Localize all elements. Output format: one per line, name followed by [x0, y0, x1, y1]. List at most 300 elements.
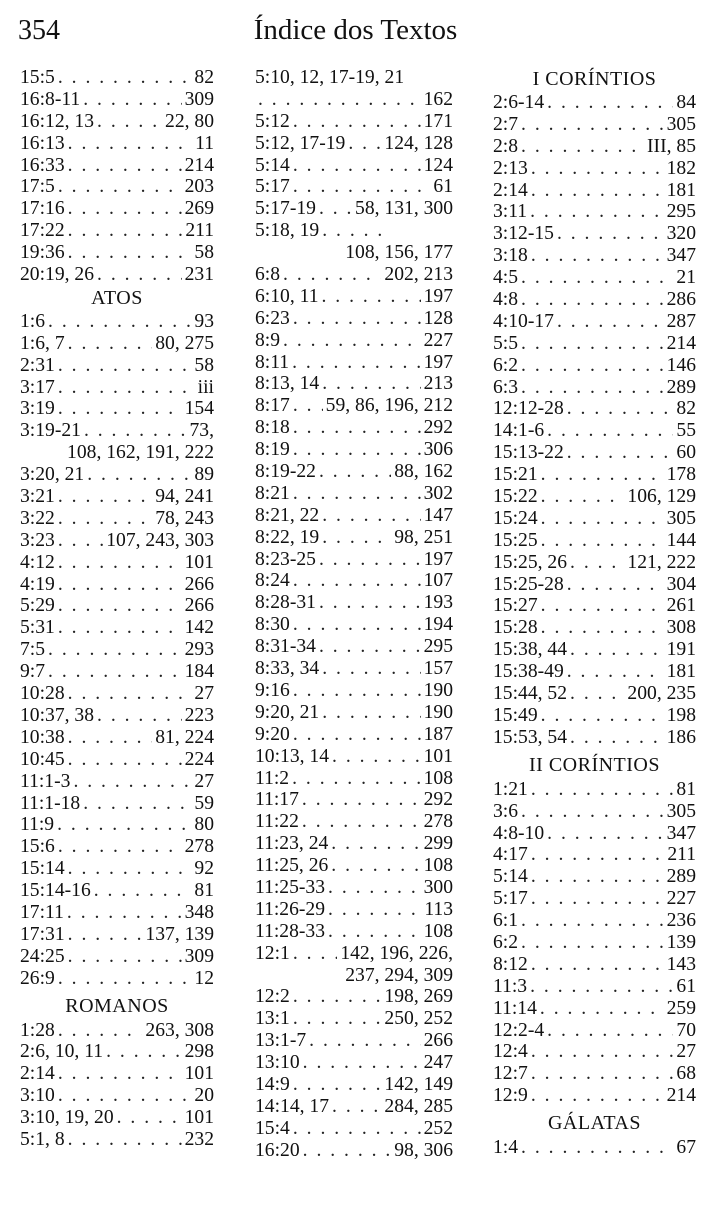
index-entry [493, 727, 696, 749]
index-entry [255, 286, 453, 308]
leader-dots [292, 768, 421, 790]
leader-dots [48, 311, 191, 333]
index-entry [20, 617, 214, 639]
leader-dots [531, 158, 664, 180]
entry-ref: 5:12, 17-19 [255, 132, 346, 154]
index-entry [20, 880, 214, 902]
entry-pages: 27 [194, 683, 214, 705]
entry-pages: 11 [195, 132, 214, 154]
index-entry [255, 1030, 453, 1052]
index-entry [493, 595, 696, 617]
entry-pages: 261 [666, 595, 696, 617]
entry-ref: 15:22 [493, 486, 538, 508]
leader-dots [322, 702, 420, 724]
index-entry [20, 595, 214, 617]
entry-pages: 211 [667, 844, 696, 866]
index-entry [255, 570, 453, 592]
entry-ref: 3:19-21 [20, 420, 81, 442]
leader-dots [292, 352, 421, 374]
leader-dots [521, 801, 664, 823]
index-entry [493, 355, 696, 377]
index-entry [255, 789, 453, 811]
index-entry [493, 398, 696, 420]
leader-dots [94, 880, 192, 902]
entry-pages: 108 [423, 767, 453, 789]
entry-ref: 10:37, 38 [20, 704, 95, 726]
entry-pages: 108 [423, 920, 453, 942]
leader-dots [328, 899, 421, 921]
entry-ref: 15:44, 52 [493, 683, 568, 705]
index-entry [20, 1020, 214, 1042]
entry-pages: 101 [184, 1063, 214, 1085]
entry-pages: 82 [676, 398, 696, 420]
entry-ref: 4:17 [493, 844, 528, 866]
entry-pages: 187 [423, 723, 453, 745]
entry-pages: 202, 213 [384, 264, 453, 286]
entry-ref: 4:5 [493, 267, 519, 289]
entry-pages: 224 [184, 748, 214, 770]
index-entry [255, 702, 453, 724]
index-entry [255, 155, 453, 177]
index-entry [255, 67, 453, 89]
index-entry [255, 264, 453, 286]
leader-dots [319, 549, 421, 571]
leader-dots [322, 286, 421, 308]
entry-pages: 20 [194, 1085, 214, 1107]
leader-dots [73, 771, 191, 793]
entry-pages: 266 [184, 595, 214, 617]
entry-ref: 17:22 [20, 220, 65, 242]
index-entry [20, 89, 214, 111]
index-column-2 [255, 67, 453, 1162]
index-entry [20, 198, 214, 220]
index-entry [493, 136, 696, 158]
index-entry [493, 844, 696, 866]
entry-pages: 12 [194, 967, 214, 989]
index-entry [20, 155, 214, 177]
leader-dots [531, 245, 664, 267]
index-entry [255, 505, 453, 527]
entry-ref: 4:10-17 [493, 310, 554, 332]
entry-pages: 178 [666, 464, 696, 486]
entry-ref: 2:31 [20, 354, 55, 376]
entry-pages: 214 [666, 332, 696, 354]
leader-dots [58, 968, 192, 990]
index-entry [20, 639, 214, 661]
leader-dots [68, 1129, 182, 1151]
leader-dots [530, 201, 664, 223]
entry-pages: 237, 294, 309 [345, 964, 453, 986]
entry-ref: 15:14-16 [20, 880, 91, 902]
leader-dots [293, 395, 323, 417]
index-entry [255, 1096, 453, 1118]
entry-pages: 81 [676, 778, 696, 800]
index-entry [20, 705, 214, 727]
entry-pages: 146 [666, 354, 696, 376]
entry-pages: 59 [194, 792, 214, 814]
index-entry [493, 976, 696, 998]
leader-dots [68, 220, 183, 242]
index-entry [20, 530, 214, 552]
index-entry [493, 180, 696, 202]
index-entry [20, 661, 214, 683]
entry-continuation [20, 442, 214, 464]
leader-dots [521, 114, 664, 136]
leader-dots [567, 398, 674, 420]
entry-pages: 94, 241 [155, 486, 214, 508]
leader-dots [530, 976, 673, 998]
entry-ref: 15:13-22 [493, 442, 564, 464]
entry-ref: 11:26-29 [255, 898, 326, 920]
leader-dots [84, 420, 187, 442]
leader-dots [570, 639, 664, 661]
entry-pages: 27 [676, 1041, 696, 1063]
leader-dots [332, 1096, 381, 1118]
entry-pages: 190 [423, 701, 453, 723]
entry-ref: 16:12, 13 [20, 110, 95, 132]
entry-ref: 16:20 [255, 1139, 300, 1161]
leader-dots [319, 461, 391, 483]
entry-pages: 80 [194, 814, 214, 836]
leader-dots [83, 793, 191, 815]
leader-dots [68, 727, 153, 749]
entry-pages: 198 [666, 704, 696, 726]
index-entry [20, 836, 214, 858]
leader-dots [283, 264, 381, 286]
entry-pages: 269 [184, 198, 214, 220]
index-entry [20, 220, 214, 242]
index-entry [255, 461, 453, 483]
leader-dots [547, 420, 673, 442]
index-entry [493, 311, 696, 333]
leader-dots [531, 866, 664, 888]
index-entry [493, 910, 696, 932]
entry-pages: 78, 243 [155, 507, 214, 529]
entry-ref: 5:17 [255, 176, 290, 198]
entry-pages: 223 [184, 704, 214, 726]
entry-pages: 154 [184, 398, 214, 420]
index-entry [493, 1020, 696, 1042]
entry-pages: 186 [666, 726, 696, 748]
entry-pages: 82 [194, 67, 214, 88]
index-entry [493, 866, 696, 888]
entry-pages: 300 [423, 876, 453, 898]
index-entry [255, 483, 453, 505]
entry-pages: 190 [423, 679, 453, 701]
entry-ref: 12:2 [255, 986, 290, 1008]
entry-pages: 236 [666, 910, 696, 932]
entry-ref: 1:28 [20, 1019, 55, 1041]
entry-pages: 21 [676, 267, 696, 289]
entry-ref: 4:8 [493, 289, 519, 311]
entry-pages: 107, 243, 303 [106, 529, 214, 551]
leader-dots [309, 1030, 420, 1052]
index-entry [255, 549, 453, 571]
entry-ref: 13:1-7 [255, 1030, 307, 1052]
leader-dots [293, 986, 382, 1008]
entry-ref: 3:22 [20, 507, 55, 529]
entry-pages: 191 [666, 639, 696, 661]
entry-ref: 15:25, 26 [493, 551, 568, 573]
leader-dots [58, 355, 192, 377]
leader-dots [87, 464, 191, 486]
entry-continuation [255, 242, 453, 264]
leader-dots [293, 1008, 382, 1030]
leader-dots [547, 92, 673, 114]
entry-pages: 137, 139 [145, 923, 214, 945]
entry-list [20, 464, 214, 989]
entry-ref: 12:12-28 [493, 398, 564, 420]
entry-ref: 1:6 [20, 310, 46, 332]
entry-ref: 13:10 [255, 1052, 300, 1074]
index-entry [493, 486, 696, 508]
index-entry [493, 1137, 696, 1159]
entry-pages: 309 [184, 945, 214, 967]
index-entry [255, 680, 453, 702]
entry-pages: 309 [184, 88, 214, 110]
leader-dots [48, 661, 182, 683]
index-entry [20, 1063, 214, 1085]
entry-ref: 8:21 [255, 482, 290, 504]
entry-ref: 11:1-3 [20, 770, 71, 792]
entry-list [20, 311, 214, 442]
index-entry [255, 833, 453, 855]
leader-dots [293, 483, 421, 505]
index-entry [255, 921, 453, 943]
entry-pages: 306 [423, 439, 453, 461]
leader-dots [57, 814, 191, 836]
index-entry [493, 333, 696, 355]
leader-dots [58, 176, 182, 198]
leader-dots [97, 111, 162, 133]
leader-dots [328, 877, 421, 899]
entry-pages: 124, 128 [384, 132, 453, 154]
leader-dots [547, 823, 663, 845]
index-entry [255, 133, 453, 155]
entry-pages: 302 [423, 482, 453, 504]
leader-dots [303, 1052, 421, 1074]
leader-dots [331, 855, 420, 877]
entry-ref: 8:22, 19 [255, 526, 320, 548]
entry-ref: 15:28 [493, 617, 538, 639]
index-entry [493, 683, 696, 705]
index-entry [20, 242, 214, 264]
entry-pages: 289 [666, 866, 696, 888]
entry-ref: 16:33 [20, 154, 65, 176]
leader-dots [58, 574, 182, 596]
entry-ref: 17:31 [20, 923, 65, 945]
entry-ref: 17:11 [20, 901, 64, 923]
entry-ref: 5:17 [493, 888, 528, 910]
entry-pages: 81 [194, 880, 214, 902]
leader-dots [293, 943, 337, 965]
index-entry [255, 1052, 453, 1074]
entry-ref: 11:1-18 [20, 792, 81, 814]
entry-pages: 124 [423, 154, 453, 176]
leader-dots [332, 746, 421, 768]
entry-pages: 259 [666, 997, 696, 1019]
leader-dots [557, 311, 664, 333]
entry-pages: 227 [423, 329, 453, 351]
entry-ref: 3:11 [493, 201, 528, 223]
entry-ref: 3:18 [493, 245, 528, 267]
index-entry [493, 574, 696, 596]
entry-ref: 16:8-11 [20, 88, 81, 110]
index-entry [20, 333, 214, 355]
entry-pages: 211 [185, 220, 214, 242]
index-entry [20, 111, 214, 133]
entry-pages: 347 [666, 822, 696, 844]
entry-pages: 98, 306 [394, 1139, 453, 1161]
page-title: Índice dos Textos [253, 14, 458, 46]
entry-pages: 320 [666, 223, 696, 245]
leader-dots [521, 289, 664, 311]
entry-pages: 58 [194, 354, 214, 376]
leader-dots [58, 530, 103, 552]
leader-dots [293, 417, 421, 439]
entry-ref: 11:23, 24 [255, 833, 329, 855]
index-entry [255, 439, 453, 461]
entry-ref: 9:20 [255, 723, 290, 745]
entry-ref: 2:14 [20, 1063, 55, 1085]
leader-dots [68, 155, 182, 177]
leader-dots [293, 1074, 382, 1096]
entry-ref: 3:17 [20, 376, 55, 398]
entry-pages: 198, 269 [384, 986, 453, 1008]
index-entry [20, 486, 214, 508]
leader-dots [521, 136, 644, 158]
leader-dots [293, 1118, 421, 1140]
index-entry [255, 614, 453, 636]
leader-dots [293, 724, 421, 746]
leader-dots [58, 1063, 182, 1085]
leader-dots [58, 377, 195, 399]
entry-ref: 6:8 [255, 264, 281, 286]
entry-list [20, 1020, 214, 1151]
entry-ref: 10:28 [20, 683, 65, 705]
entry-pages: 263, 308 [145, 1019, 214, 1041]
entry-ref: 3:19 [20, 398, 55, 420]
leader-dots [68, 924, 143, 946]
entry-ref: 11:28-33 [255, 920, 326, 942]
leader-dots [117, 1107, 182, 1129]
index-entry [20, 1129, 214, 1151]
entry-pages: 89 [194, 464, 214, 486]
entry-ref: 10:13, 14 [255, 745, 330, 767]
entry-ref: 15:53, 54 [493, 726, 568, 748]
entry-ref: 12:4 [493, 1041, 528, 1063]
entry-pages: 197 [423, 351, 453, 373]
entry-ref: 10:45 [20, 748, 65, 770]
entry-ref: 17:16 [20, 198, 65, 220]
entry-pages: 289 [666, 376, 696, 398]
index-entry [493, 998, 696, 1020]
index-entry [20, 264, 214, 286]
index-entry [255, 636, 453, 658]
entry-pages: 59, 86, 196, 212 [325, 395, 453, 417]
entry-ref: 3:10 [20, 1085, 55, 1107]
entry-pages: 61 [676, 975, 696, 997]
entry-ref: 5:5 [493, 332, 519, 354]
entry-pages: 106, 129 [627, 486, 696, 508]
index-entry [255, 986, 453, 1008]
index-entry [493, 289, 696, 311]
entry-pages: 348 [184, 901, 214, 923]
index-entry [20, 1107, 214, 1129]
entry-list [255, 111, 453, 220]
entry-pages: 107 [423, 570, 453, 592]
entry-pages: 22, 80 [165, 110, 214, 132]
entry-ref: 15:38, 44 [493, 639, 568, 661]
entry-ref: 15:14 [20, 858, 65, 880]
leader-dots [97, 705, 182, 727]
index-entry [20, 508, 214, 530]
leader-dots [557, 223, 664, 245]
entry-ref: 5:31 [20, 617, 55, 639]
index-entry [255, 877, 453, 899]
leader-dots [531, 954, 664, 976]
index-entry [493, 420, 696, 442]
entry-ref: 5:14 [255, 154, 290, 176]
index-entry [20, 683, 214, 705]
entry-ref: 24:25 [20, 945, 65, 967]
entry-ref: 5:12 [255, 110, 290, 132]
leader-dots [322, 220, 382, 242]
leader-dots [58, 398, 182, 420]
entry-pages: 295 [423, 636, 453, 658]
entry-pages: 347 [666, 245, 696, 267]
leader-dots [322, 505, 420, 527]
entry-pages: 305 [666, 507, 696, 529]
leader-dots [531, 180, 664, 202]
leader-dots [293, 176, 431, 198]
index-entry [255, 352, 453, 374]
leader-dots [83, 89, 181, 111]
section-heading-atos: ATOS [91, 286, 143, 309]
entry-ref: 15:38-49 [493, 661, 564, 683]
entry-pages: III, 85 [647, 135, 696, 157]
entry-ref: 8:12 [493, 953, 528, 975]
leader-dots [293, 308, 421, 330]
entry-pages: 213 [423, 373, 453, 395]
index-entry [20, 311, 214, 333]
entry-ref: 8:19-22 [255, 461, 316, 483]
section-heading-ii-corintios: II CORÍNTIOS [529, 753, 660, 776]
index-entry [255, 198, 453, 220]
leader-dots [58, 552, 182, 574]
index-entry [255, 373, 453, 395]
entry-ref: 20:19, 26 [20, 264, 95, 286]
index-entry [20, 67, 214, 89]
entry-ref: 3:6 [493, 800, 519, 822]
index-entry [255, 527, 453, 549]
entry-ref: 6:2 [493, 354, 519, 376]
entry-ref: 17:5 [20, 176, 55, 198]
entry-ref: 1:6, 7 [20, 332, 65, 354]
entry-ref: 8:11 [255, 351, 290, 373]
index-entry [20, 574, 214, 596]
entry-ref: 14:9 [255, 1073, 290, 1095]
index-entry [20, 968, 214, 990]
entry-pages: 295 [666, 201, 696, 223]
index-entry [493, 223, 696, 245]
index-entry [493, 705, 696, 727]
entry-pages: 108, 156, 177 [345, 242, 453, 264]
entry-ref: 5:10, 12, 17-19, 21 [255, 67, 405, 88]
index-entry [20, 793, 214, 815]
entry-ref: 2:13 [493, 157, 528, 179]
leader-dots [302, 811, 421, 833]
